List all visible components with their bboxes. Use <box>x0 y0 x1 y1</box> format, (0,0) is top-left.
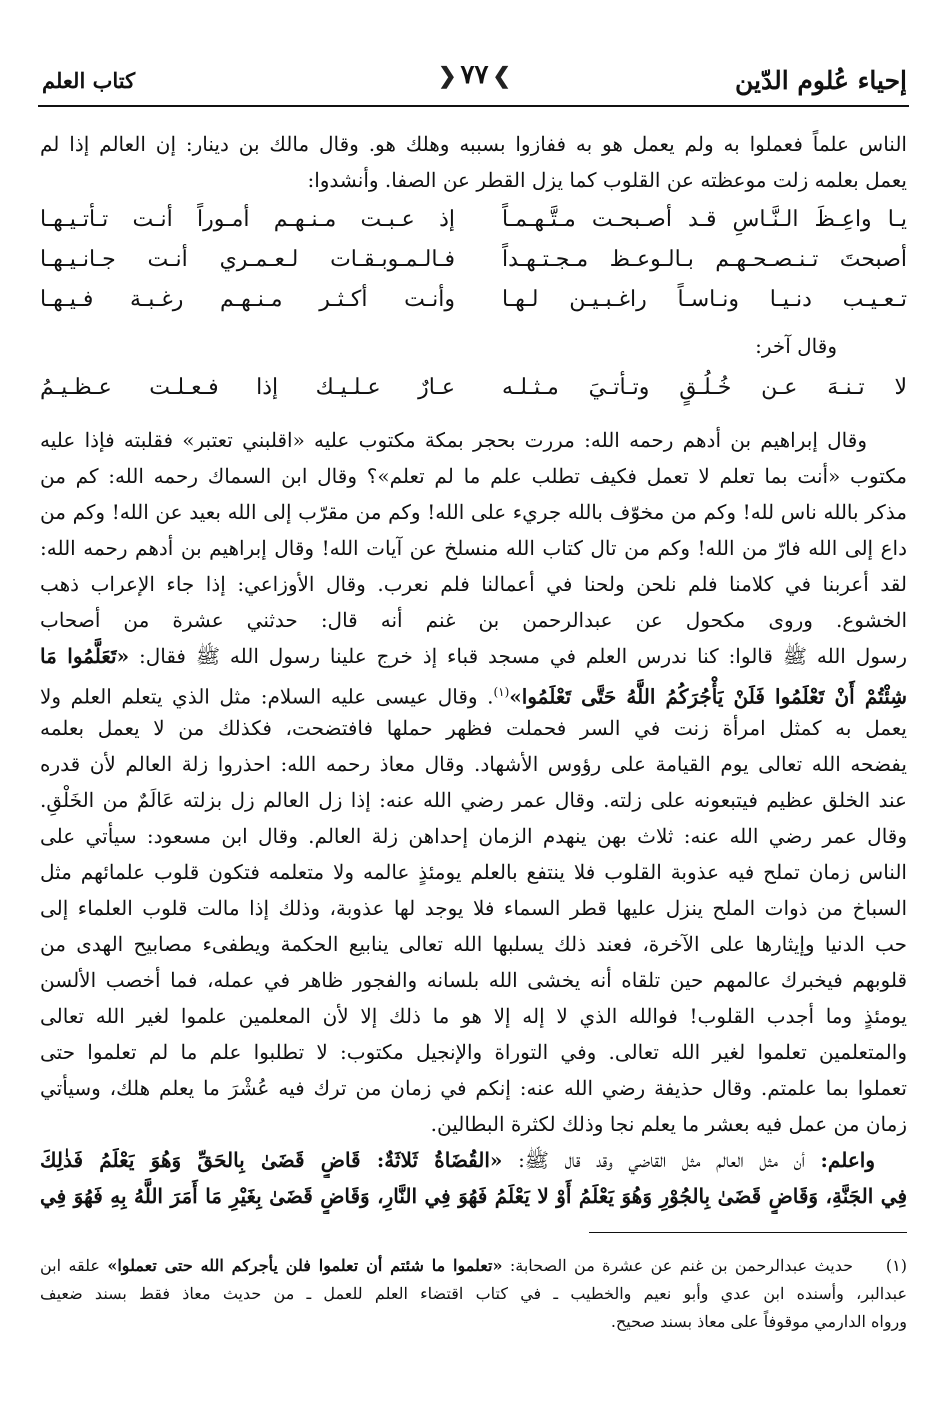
verse-hemistich-right: تـعـيـب دنـيـا ونـاسـاً راغـبـيـن لـهـا <box>502 287 907 312</box>
text-line-judges <box>40 1142 875 1178</box>
verse-hemistich-left: وأنـت أكـثـر مـنـهـم رغـبـة فـيـهـا <box>40 287 455 312</box>
chapter-title: كتاب العلم <box>42 68 136 93</box>
text-line: داع إلى الله فارّ من الله! وكم من تال كتاب الله منسلخ عن آيات الله! وقال إبراهيم بن أدهم رحمه الله: <box>40 536 907 560</box>
footnote-number: (١) <box>885 1256 907 1275</box>
other-poet-heading: وقال آخر: <box>755 334 837 358</box>
page-number-block <box>42 60 907 90</box>
hadith-quote: «القُضَاةُ ثَلاثَةٌ: قَاضٍ قَضَىٰ بِالحَقِّ وَهُوَ يَعْلَمُ فَذٰلِكَ <box>40 1148 503 1172</box>
text-line: قلوبهم فيخبرك عالمهم حين تلقاه أنه يخشى الله بلسانه والفجور ظاهر في عمله، فما أخصب الألسن <box>40 968 907 992</box>
hadith-quote: «تَعَلَّمُوا مَا <box>40 644 130 668</box>
verse-hemistich-right: أصبحتَ تـنـصـحـهـم بـالـوعـظ مـجـتـهـداً <box>502 247 907 272</box>
text-line: يعمل بعلمه زلت موعظته عن القلوب كما يزل القطر عن الصفا. وأنشدوا: <box>307 168 907 192</box>
text-line: السباخ من ذوات الملح ينزل عليها قطر السماء فلا يوجد لها عذوبة، وذلك إذا مالت قلوب العلماء إلى <box>40 896 907 920</box>
text-run-bold: واعلم: <box>820 1148 875 1172</box>
footnote-line: ورواه الدارمي موقوفاً على معاذ بسند صحيح. <box>610 1312 907 1331</box>
text-line-judges-cont: فِي الجَنَّةِ، وَقَاضٍ قَضَىٰ بِالجُوْرِ وَهُوَ يَعْلَمُ أَوْ لا يَعْلَمُ فَهُوَ فِي النَّارِ، وَقَاضٍ قَضَىٰ بِغَيْرِ مَا أَمَرَ اللَّهُ بِهِ فَهُوَ فِي <box>40 1184 907 1208</box>
text-line: الناس علماً فعملوا به ولم يعمل هو به ففازوا بسببه وهلك هو. وقال مالك بن دينار: إن العالم إذا لم <box>40 132 907 156</box>
footnote-line: عبدالبر، وأسنده ابن عدي وأبو نعيم والخطيب ـ في كتاب اقتضاء العلم للعمل ـ من حديث معاذ فقط بسند ضعيف <box>40 1284 907 1303</box>
text-line: والمتعلمين تعلموا لغير الله تعالى. وفي التوراة والإنجيل مكتوب: لا تطلبوا علم ما لم تعلموا حتى <box>40 1040 907 1064</box>
hadith-quote: شِئْتُمْ أَنْ تَعْلَمُوا فَلَنْ يَأْجُرَكُمُ اللَّهُ حَتَّى تَعْلَمُوا» <box>509 684 907 709</box>
text-line: مذكر بالله ناس لله! وكم من مخوّف بالله جريء على الله! وكم من مقرّب إلى الله بعيد عن الله! وكم من <box>40 500 907 524</box>
text-line: زمان من عمل فيه بعشر ما يعلم نجا وذلك لكثرة البطالين. <box>430 1112 907 1136</box>
verse-hemistich-right: يـا واعِـظَ الـنَّـاسِ قـد أصـبحـت مـتَّـهـمـاً <box>502 207 907 232</box>
text-run: حديث عبدالرحمن بن غنم عن عشرة من الصحابة: <box>502 1256 853 1275</box>
ornament-left-icon: ❮ <box>438 63 457 89</box>
footnote-quote: «تعلموا ما شئتم أن تعلموا فلن يأجركم الله حتى تعملوا» <box>107 1256 503 1275</box>
text-run: رسول الله ﷺ قالوا: كنا ندرس العلم في مسجد قباء إذ خرج علينا رسول الله ﷺ فقال: <box>138 644 907 668</box>
text-line: يفضحه الله تعالى يوم القيامة على رؤوس الأشهاد. وقال معاذ رحمه الله: احذروا زلة العالم لأن قدره <box>40 752 907 776</box>
text-run: علقه ابن <box>40 1256 108 1275</box>
text-line: الخشوع. وروى مكحول عن عبدالرحمن بن غنم أنه قال: حدثني عشرة من أصحاب <box>40 608 907 632</box>
text-line: حب الدنيا وإيثارها على الآخرة، فعند ذلك يسلبها الله تعالى ينابيع الحكمة ويطفىء مصابيح الهدى من <box>40 932 907 956</box>
text-line: مكتوب «أنت بما تعلم لا تعمل فكيف تطلب علم ما لم تعلم»؟ وقال ابن السماك رحمه الله: كم من <box>40 464 907 488</box>
verse-hemistich-left: عـارٌ عـلـيـك إذا فـعـلـت عـظـيـمُ <box>40 375 455 400</box>
page-header <box>42 58 907 102</box>
text-line: الناس زمان تملح فيه عذوبة القلوب فلا ينتفع بالعلم يومئذٍ عالمه ولا متعلمه فتكون قلوب علمائهم مثل <box>40 860 907 884</box>
page-number: ٧٧ <box>460 60 489 90</box>
header-divider <box>38 105 909 107</box>
verse-hemistich-left: إذ عـبـت مـنـهـم أمـوراً أنـت تـأتـيـهـا <box>40 207 455 232</box>
text-line: يومئذٍ وما أجدب القلوب! فوالله الذي لا إله إلا هو ما ذلك إلا لأن المعلمين علموا لغير الله تعالى <box>40 1004 907 1028</box>
text-line-hadith-end <box>40 674 907 710</box>
text-run: . وقال عيسى عليه السلام: مثل الذي يتعلم العلم ولا <box>40 684 494 709</box>
text-line: يعمل به كمثل امرأة زنت في السر فحملت فظهر حملها فافتضحت، فكذلك من لا يعمل بعلمه <box>40 716 907 740</box>
text-line: عند الخلق عظيم فيتبعونه على زلته. وقال عمر رضي الله عنه: إذا زل العالم زل بزلته عَالَمٌ من الخَلْقِ. <box>40 788 907 812</box>
verse-hemistich-right: لا تـنـهَ عـن خُـلُـقٍ وتـأتـيَ مـثـلـه <box>502 375 907 400</box>
footnote-ref: (١) <box>493 685 510 699</box>
text-line: وقال إبراهيم بن أدهم رحمه الله: مررت بحجر بمكة مكتوب عليه «اقلبني تعتبر» فقلبته فإذا عليه <box>40 428 867 452</box>
text-line-hadith-start <box>40 638 907 674</box>
footnote-line <box>40 1252 853 1280</box>
verse-hemistich-left: فـالـمـوبـقـات لـعـمـري أنـت جـانـيـهـا <box>40 247 455 272</box>
text-line: وقال عمر رضي الله عنه: ثلاث بهن ينهدم الزمان إحداهن زلة العالم. وقال ابن مسعود: سيأتي على <box>40 824 907 848</box>
text-line: لقد أعربنا في كلامنا فلم نلحن ولحنا في أعمالنا فلم نعرب. وقال الأوزاعي: إذا جاء الإعراب ذهب <box>40 572 907 596</box>
book-title: إحياء عُلوم الدّين <box>735 66 907 95</box>
text-line: تعملوا بما علمتم. وقال حذيفة رضي الله عنه: إنكم في زمان من ترك فيه عُشْرَ ما يعلم هلك، وسيأتي <box>40 1076 907 1100</box>
footnote-divider <box>589 1232 907 1233</box>
text-run: أن مثل العالم مثل القاضي وقد قال ﷺ: <box>502 1148 821 1172</box>
ornament-right-icon: ❯ <box>492 63 511 89</box>
